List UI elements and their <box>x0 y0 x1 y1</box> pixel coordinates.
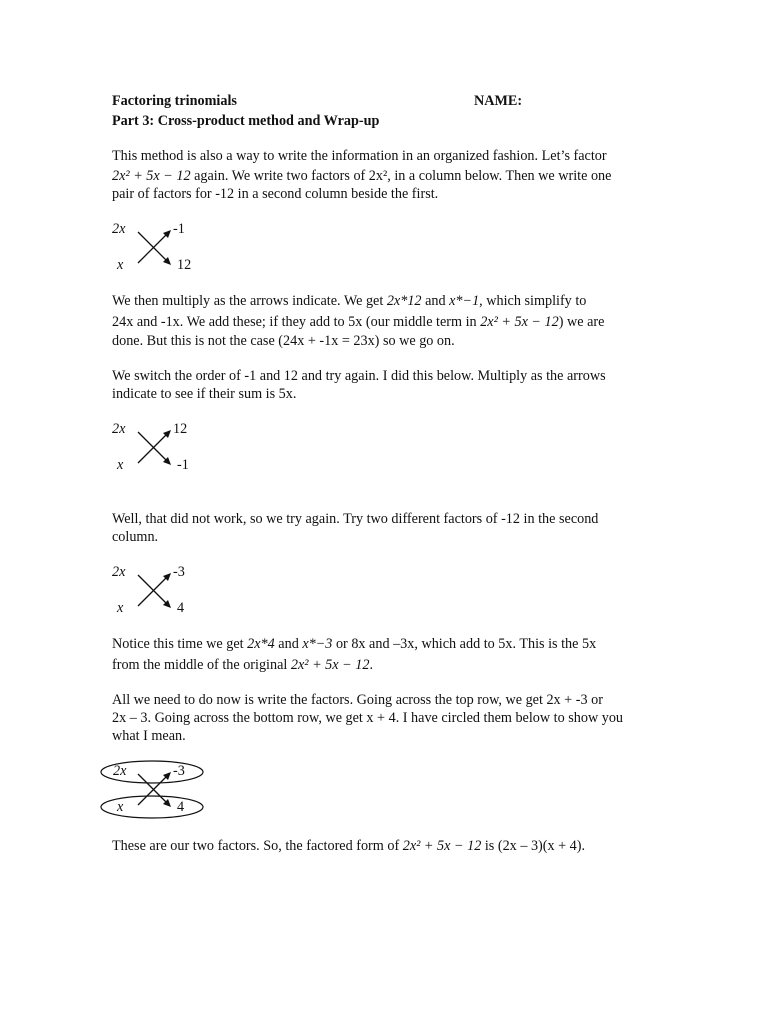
name-label: NAME: <box>474 93 523 109</box>
paragraph-5-text-c: and <box>274 636 303 652</box>
trinomial-expression: 2x² + 5x − 12 <box>112 168 191 184</box>
paragraph-2-line-2 <box>112 313 604 331</box>
diagram-4-top-right: -3 <box>173 763 185 779</box>
product-2x-12: 2x*12 <box>386 293 422 309</box>
paragraph-2-line-2-c: ) we are <box>558 314 605 330</box>
diagram-3-bottom-left: x <box>117 600 124 616</box>
paragraph-5-line-2-a: from the middle of the original <box>112 657 291 673</box>
product-x-neg1: x*−1 <box>449 293 480 309</box>
circled-cross-diagram <box>100 763 210 821</box>
paragraph-5-line-1 <box>112 635 596 653</box>
paragraph-1-line-1: This method is also a way to write the information in an organized fashion. Let’s factor <box>112 148 607 164</box>
top-row-circle <box>101 761 203 783</box>
diagram-1-bottom-right: 12 <box>177 257 192 273</box>
diagram-3-top-right: -3 <box>173 564 185 580</box>
paragraph-2-text-e: , which simplify to <box>479 293 587 309</box>
factored-form: is (2x – 3)(x + 4). <box>481 838 586 854</box>
diagram-1-top-right: -1 <box>173 221 185 237</box>
trinomial-expression: 2x² + 5x − 12 <box>290 657 370 673</box>
cross-diagram-2 <box>112 421 212 471</box>
paragraph-5-line-2-c: . <box>369 657 373 673</box>
worksheet-title: Factoring trinomials <box>112 93 237 109</box>
paragraph-6-line-2: 2x – 3. Going across the bottom row, we get x + 4. I have circled them below to show you <box>112 710 624 726</box>
paragraph-1-line-2 <box>112 167 611 185</box>
diagram-4-bottom-left: x <box>117 799 124 815</box>
paragraph-3-line-1: We switch the order of -1 and 12 and try again. I did this below. Multiply as the arrows <box>112 368 606 384</box>
diagram-1-top-left: 2x <box>112 221 126 237</box>
part-subtitle: Part 3: Cross-product method and Wrap-up <box>112 113 380 129</box>
paragraph-2-text-a: We then multiply as the arrows indicate. We get <box>112 293 387 309</box>
paragraph-6-line-3: what I mean. <box>112 728 186 744</box>
paragraph-2-line-2-a: 24x and -1x. We add these; if they add to 5x (our middle term in <box>112 314 481 330</box>
cross-arrows-1 <box>112 221 212 271</box>
diagram-3-top-left: 2x <box>112 564 126 580</box>
paragraph-5-text-e: or 8x and –3x, which add to 5x. This is the 5x <box>332 636 597 652</box>
trinomial-expression: 2x² + 5x − 12 <box>402 838 482 854</box>
trinomial-expression: 2x² + 5x − 12 <box>480 314 559 330</box>
diagram-3-bottom-right: 4 <box>177 600 185 616</box>
paragraph-1-line-2-text: again. We write two factors of 2x², in a column below. Then we write one <box>190 168 612 184</box>
paragraph-4-line-1: Well, that did not work, so we try again. Try two different factors of -12 in the second <box>112 511 599 527</box>
diagram-2-bottom-left: x <box>117 457 124 473</box>
diagram-2-bottom-right: -1 <box>177 457 189 473</box>
diagram-4-top-left: 2x <box>113 763 127 779</box>
paragraph-3-line-2: indicate to see if their sum is 5x. <box>112 386 297 402</box>
product-x-neg3: x*−3 <box>302 636 333 652</box>
diagram-2-top-left: 2x <box>112 421 126 437</box>
paragraph-6-line-1: All we need to do now is write the factors. Going across the top row, we get 2x + -3 or <box>112 692 603 708</box>
diagram-2-top-right: 12 <box>173 421 188 437</box>
cross-diagram-3 <box>112 564 212 614</box>
paragraph-2-text-c: and <box>421 293 450 309</box>
conclusion-line <box>112 837 585 855</box>
paragraph-2-line-1 <box>112 292 586 310</box>
conclusion-text-a: These are our two factors. So, the factored form of <box>112 838 403 854</box>
bottom-row-circle <box>101 796 203 818</box>
cross-arrows-3 <box>112 564 212 614</box>
paragraph-2-line-3: done. But this is not the case (24x + -1x = 23x) so we go on. <box>112 333 455 349</box>
cross-diagram-1 <box>112 221 212 271</box>
product-2x-4: 2x*4 <box>247 636 275 652</box>
diagram-1-bottom-left: x <box>117 257 124 273</box>
cross-arrows-2 <box>112 421 212 471</box>
paragraph-4-line-2: column. <box>112 529 159 545</box>
paragraph-1-line-3: pair of factors for -12 in a second column beside the first. <box>112 186 439 202</box>
paragraph-5-line-2 <box>112 656 373 674</box>
circled-cross-arrows <box>100 763 210 821</box>
diagram-4-bottom-right: 4 <box>177 799 185 815</box>
paragraph-5-text-a: Notice this time we get <box>112 636 248 652</box>
